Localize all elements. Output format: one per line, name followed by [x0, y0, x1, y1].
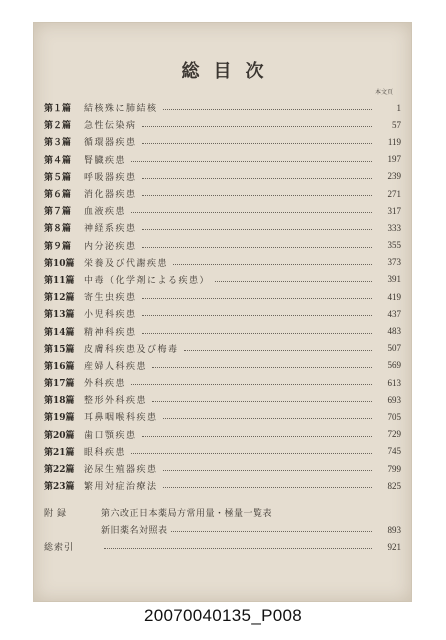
chapter-number: 第２篇	[44, 121, 72, 132]
appendix-row	[44, 521, 401, 538]
index-label: 総索引	[44, 543, 75, 553]
dot-leader	[142, 195, 372, 196]
toc-row	[44, 271, 401, 288]
dot-leader	[171, 531, 372, 532]
toc-row	[44, 322, 401, 339]
toc-row	[44, 168, 401, 185]
dot-leader	[131, 384, 372, 385]
dot-leader	[142, 126, 372, 127]
chapter-title: 耳鼻咽喉科疾患	[84, 413, 158, 424]
chapter-number: 第４篇	[44, 155, 72, 166]
chapter-number: 第12篇	[44, 293, 75, 304]
chapter-page: 437	[387, 308, 401, 319]
index-page: 921	[387, 541, 401, 552]
dot-leader	[131, 212, 372, 213]
toc-row	[44, 340, 401, 357]
chapter-page: 1	[396, 102, 401, 113]
chapter-page: 271	[387, 188, 401, 199]
chapter-title: 小児科疾患	[84, 310, 137, 321]
chapter-number: 第21篇	[44, 447, 75, 458]
chapter-number: 第16篇	[44, 361, 75, 372]
chapter-title: 急性伝染病	[84, 121, 137, 132]
toc-row	[44, 288, 401, 305]
chapter-title: 寄生虫疾患	[84, 293, 137, 304]
dot-leader	[152, 401, 372, 402]
chapter-title: 結核殊に肺結核	[84, 104, 158, 115]
dot-leader	[163, 109, 372, 110]
dot-leader	[142, 333, 372, 334]
chapter-number: 第23篇	[44, 482, 75, 493]
dot-leader	[142, 178, 372, 179]
chapter-number: 第１篇	[44, 104, 72, 115]
chapter-number: 第15篇	[44, 344, 75, 355]
chapter-title: 整形外科疾患	[84, 396, 148, 407]
chapter-title: 産婦人科疾患	[84, 361, 148, 372]
chapter-page: 483	[387, 326, 401, 337]
document-page	[33, 22, 412, 602]
chapter-page: 613	[387, 377, 401, 388]
chapter-page: 391	[387, 274, 401, 285]
chapter-title: 泌尿生殖器疾患	[84, 465, 158, 476]
toc-row	[44, 151, 401, 168]
chapter-title: 内分泌疾患	[84, 241, 137, 252]
chapter-title: 神経系疾患	[84, 224, 137, 235]
chapter-page: 239	[387, 171, 401, 182]
index-row	[44, 538, 401, 555]
image-caption: 20070040135_P008	[144, 606, 302, 625]
dot-leader	[163, 470, 372, 471]
chapter-page: 333	[387, 222, 401, 233]
dot-leader	[215, 281, 372, 282]
toc-row	[44, 133, 401, 150]
dot-leader	[142, 298, 372, 299]
chapter-title: 呼吸器疾患	[84, 172, 137, 183]
chapter-number: 第17篇	[44, 379, 75, 390]
dot-leader	[142, 247, 372, 248]
dot-leader	[131, 453, 372, 454]
appendix-section	[44, 504, 401, 555]
dot-leader	[104, 548, 372, 549]
chapter-page: 569	[387, 360, 401, 371]
chapter-page: 57	[392, 119, 401, 130]
table-of-contents	[44, 99, 401, 494]
toc-row	[44, 408, 401, 425]
chapter-number: 第18篇	[44, 396, 75, 407]
dot-leader	[131, 161, 372, 162]
chapter-title: 精神科疾患	[84, 327, 137, 338]
dot-leader	[173, 264, 372, 265]
chapter-page: 745	[387, 446, 401, 457]
chapter-page: 799	[387, 463, 401, 474]
chapter-title: 中毒（化学剤による疾患）	[84, 275, 211, 286]
chapter-page: 197	[387, 154, 401, 165]
toc-row	[44, 237, 401, 254]
appendix-label: 附録	[44, 509, 71, 519]
chapter-number: 第10篇	[44, 258, 75, 269]
chapter-title: 循環器疾患	[84, 138, 137, 149]
chapter-number: 第３篇	[44, 138, 72, 149]
chapter-title: 血液疾患	[84, 207, 127, 218]
toc-row	[44, 116, 401, 133]
chapter-title: 歯口顎疾患	[84, 430, 137, 441]
chapter-number: 第６篇	[44, 190, 72, 201]
chapter-number: 第５篇	[44, 172, 72, 183]
chapter-page: 419	[387, 291, 401, 302]
chapter-page: 705	[387, 411, 401, 422]
chapter-number: 第22篇	[44, 465, 75, 476]
toc-row	[44, 460, 401, 477]
appendix-row	[44, 504, 401, 521]
dot-leader	[142, 315, 372, 316]
dot-leader	[163, 418, 372, 419]
chapter-page: 729	[387, 429, 401, 440]
chapter-number: 第９篇	[44, 241, 72, 252]
chapter-title: 皮膚科疾患及び梅毒	[84, 344, 179, 355]
chapter-page: 693	[387, 394, 401, 405]
toc-row	[44, 305, 401, 322]
chapter-title: 栄養及び代謝疾患	[84, 258, 169, 269]
toc-row	[44, 219, 401, 236]
chapter-page: 119	[387, 136, 401, 147]
chapter-number: 第７篇	[44, 207, 72, 218]
chapter-page: 825	[387, 480, 401, 491]
toc-row	[44, 374, 401, 391]
chapter-title: 消化器疾患	[84, 190, 137, 201]
toc-row	[44, 99, 401, 116]
chapter-title: 繁用対症治療法	[84, 482, 158, 493]
chapter-number: 第19篇	[44, 413, 75, 424]
toc-row	[44, 477, 401, 494]
toc-row	[44, 391, 401, 408]
chapter-page: 355	[387, 240, 401, 251]
appendix-line-2: 新旧薬名対照表	[101, 526, 168, 536]
chapter-title: 眼科疾患	[84, 447, 127, 458]
chapter-number: 第11篇	[44, 275, 75, 286]
toc-row	[44, 426, 401, 443]
appendix-line-1: 第六改正日本薬局方常用量・極量一覧表	[101, 509, 273, 519]
dot-leader	[163, 487, 372, 488]
page-column-header: 本文頁	[374, 89, 393, 96]
dot-leader	[142, 143, 372, 144]
dot-leader	[184, 350, 372, 351]
chapter-number: 第14篇	[44, 327, 75, 338]
chapter-page: 317	[387, 205, 401, 216]
chapter-page: 373	[387, 257, 401, 268]
dot-leader	[142, 436, 372, 437]
chapter-number: 第13篇	[44, 310, 75, 321]
chapter-title: 腎臓疾患	[84, 155, 127, 166]
toc-row	[44, 185, 401, 202]
chapter-number: 第20篇	[44, 430, 75, 441]
chapter-number: 第８篇	[44, 224, 72, 235]
toc-row	[44, 443, 401, 460]
chapter-title: 外科疾患	[84, 379, 127, 390]
toc-row	[44, 254, 401, 271]
page-title: 総目次	[181, 61, 278, 82]
dot-leader	[152, 367, 372, 368]
toc-row	[44, 357, 401, 374]
appendix-page: 893	[387, 524, 401, 535]
toc-row	[44, 202, 401, 219]
chapter-page: 507	[387, 343, 401, 354]
dot-leader	[142, 229, 372, 230]
